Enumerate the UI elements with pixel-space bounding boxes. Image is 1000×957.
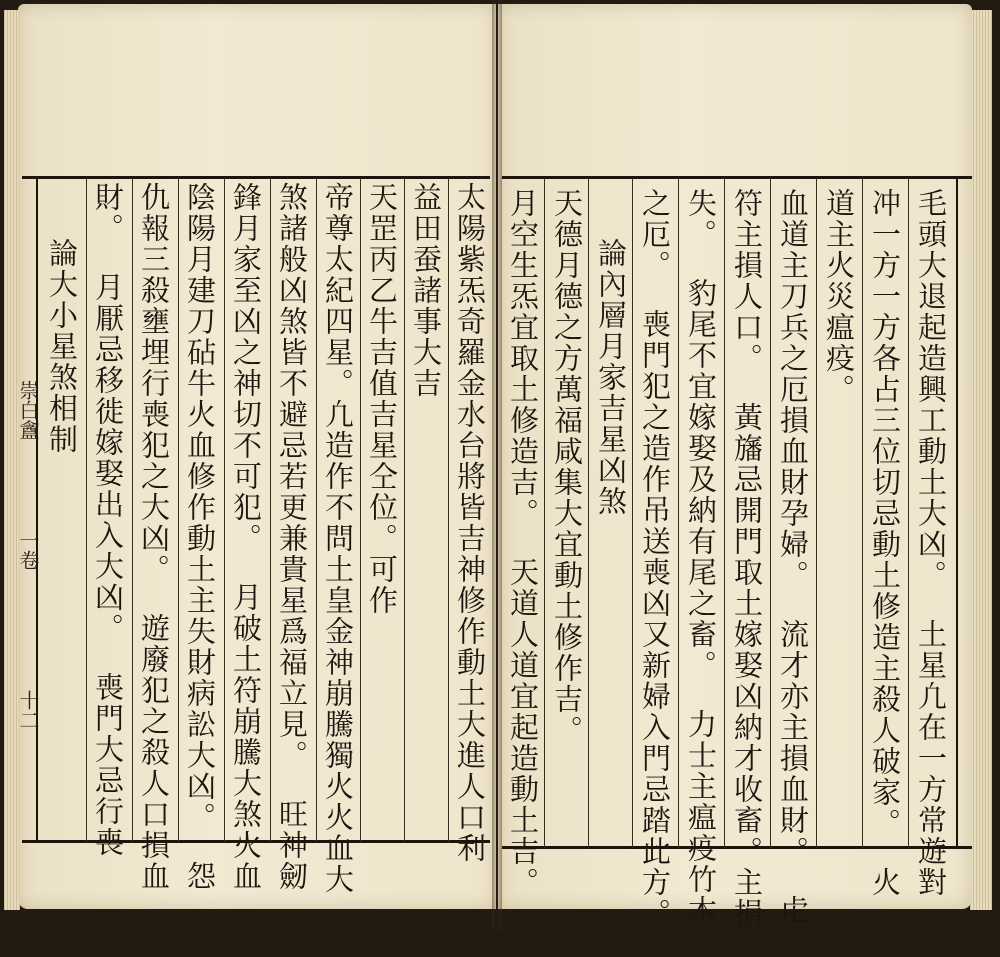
text-column bbox=[135, 182, 173, 892]
right-rule bbox=[544, 178, 545, 848]
text-column bbox=[504, 188, 542, 898]
section-heading bbox=[592, 238, 630, 517]
text-column bbox=[181, 182, 219, 892]
right-rule bbox=[770, 178, 771, 848]
left-rule bbox=[404, 178, 405, 842]
text-segment: 天德月德之方萬福咸集大宜動土修作吉。 bbox=[550, 188, 584, 746]
left-top-border bbox=[22, 176, 490, 179]
text-segment: 月破土符崩騰大煞火血 bbox=[229, 582, 263, 892]
text-segment: 仇報三殺壅埋行喪犯之大凶。 bbox=[137, 182, 171, 585]
right-rule bbox=[678, 178, 679, 848]
right-rule bbox=[862, 178, 863, 848]
text-segment: 煞諸般凶煞皆不避忌若更兼貴星爲福立見。 bbox=[275, 182, 309, 771]
text-segment: 天罡丙乙牛吉值吉星仝位。可作 bbox=[365, 182, 399, 616]
text-segment: 陰陽月建刀砧牛火血修作動土主失財病訟大凶。 bbox=[183, 182, 217, 833]
text-segment: 血道主刀兵之厄損血財孕婦。 bbox=[776, 188, 810, 591]
text-segment: 流才亦主損血財。 bbox=[776, 619, 810, 867]
text-column bbox=[774, 188, 812, 926]
text-segment: 道主火災瘟疫。 bbox=[822, 188, 856, 405]
text-column bbox=[451, 182, 489, 864]
right-rule bbox=[588, 178, 589, 848]
text-segment: 益田蚕諸事大吉 bbox=[409, 182, 443, 399]
text-column bbox=[912, 188, 950, 898]
text-segment: 天道人道宜起造動土吉。 bbox=[506, 557, 540, 898]
text-segment: 土星凢在一方常遊對 bbox=[914, 619, 948, 898]
text-segment: 論內層月家吉星凶煞 bbox=[594, 238, 628, 517]
text-column bbox=[866, 188, 904, 898]
text-column bbox=[227, 182, 265, 892]
left-rule bbox=[316, 178, 317, 842]
right-outer-border bbox=[956, 178, 958, 848]
text-segment: 豹尾不宜嫁娶及納有尾之畜。 bbox=[684, 278, 718, 681]
text-column bbox=[363, 182, 401, 616]
text-segment: 火 bbox=[868, 867, 902, 898]
right-rule bbox=[632, 178, 633, 848]
left-rule bbox=[224, 178, 225, 842]
left-rule bbox=[360, 178, 361, 842]
text-segment: 失。 bbox=[684, 188, 718, 250]
section-heading bbox=[43, 238, 81, 455]
right-rule bbox=[908, 178, 909, 848]
right-rule bbox=[816, 178, 817, 848]
book-gutter bbox=[492, 0, 502, 930]
text-segment: 毛頭大退起造興工動土大凶。 bbox=[914, 188, 948, 591]
left-rule bbox=[270, 178, 271, 842]
text-column bbox=[636, 188, 674, 929]
text-column bbox=[548, 188, 586, 746]
text-segment: 怨 bbox=[183, 861, 217, 892]
volume-label: 一卷 bbox=[16, 530, 40, 570]
text-segment: 虍 bbox=[776, 895, 810, 926]
text-segment: 黃旛忌開門取土嫁娶凶納才收畜。主損 bbox=[730, 402, 764, 929]
right-page-edges bbox=[970, 10, 992, 910]
text-column bbox=[728, 188, 766, 929]
text-segment: 喪門犯之造作吊送喪凶又新婦入門忌踏此方。 bbox=[638, 309, 672, 929]
text-segment: 月空生炁宜取土修造吉。 bbox=[506, 188, 540, 529]
text-segment: 遊廢犯之殺人口損血 bbox=[137, 613, 171, 892]
text-segment: 符主損人口。 bbox=[730, 188, 764, 374]
right-top-border bbox=[502, 176, 972, 179]
text-segment: 帝尊太紀四星。凢造作不問土皇金神崩騰獨火火血大 bbox=[321, 182, 355, 895]
text-segment: 喪門大忌行喪 bbox=[91, 672, 125, 858]
left-outer-border bbox=[36, 178, 38, 842]
text-column bbox=[820, 188, 858, 405]
text-segment: 力士主瘟疫竹木 bbox=[684, 709, 718, 926]
text-column bbox=[89, 182, 127, 858]
text-segment: 旺神劒 bbox=[275, 799, 309, 892]
left-margin-rule bbox=[86, 178, 87, 842]
text-column bbox=[407, 182, 445, 399]
text-column bbox=[682, 188, 720, 926]
left-rule bbox=[448, 178, 449, 842]
text-segment: 鋒月家至凶之神切不可犯。 bbox=[229, 182, 263, 554]
text-column bbox=[273, 182, 311, 892]
left-rule bbox=[132, 178, 133, 842]
text-segment: 財。 bbox=[91, 182, 125, 244]
text-segment: 太陽紫炁奇羅金水台將皆吉神修作動土大進人口利 bbox=[453, 182, 487, 864]
text-column bbox=[319, 182, 357, 895]
text-segment: 之厄。 bbox=[638, 188, 672, 281]
book-title-margin: 崇白盦 bbox=[16, 380, 40, 440]
right-rule bbox=[724, 178, 725, 848]
text-segment: 月厭忌移徙嫁娶出入大凶。 bbox=[91, 272, 125, 644]
text-segment: 論大小星煞相制 bbox=[45, 238, 79, 455]
text-segment: 冲一方一方各占三位切忌動土修造主殺人破家。 bbox=[868, 188, 902, 839]
left-rule bbox=[178, 178, 179, 842]
page-number: 十二 bbox=[16, 690, 40, 730]
